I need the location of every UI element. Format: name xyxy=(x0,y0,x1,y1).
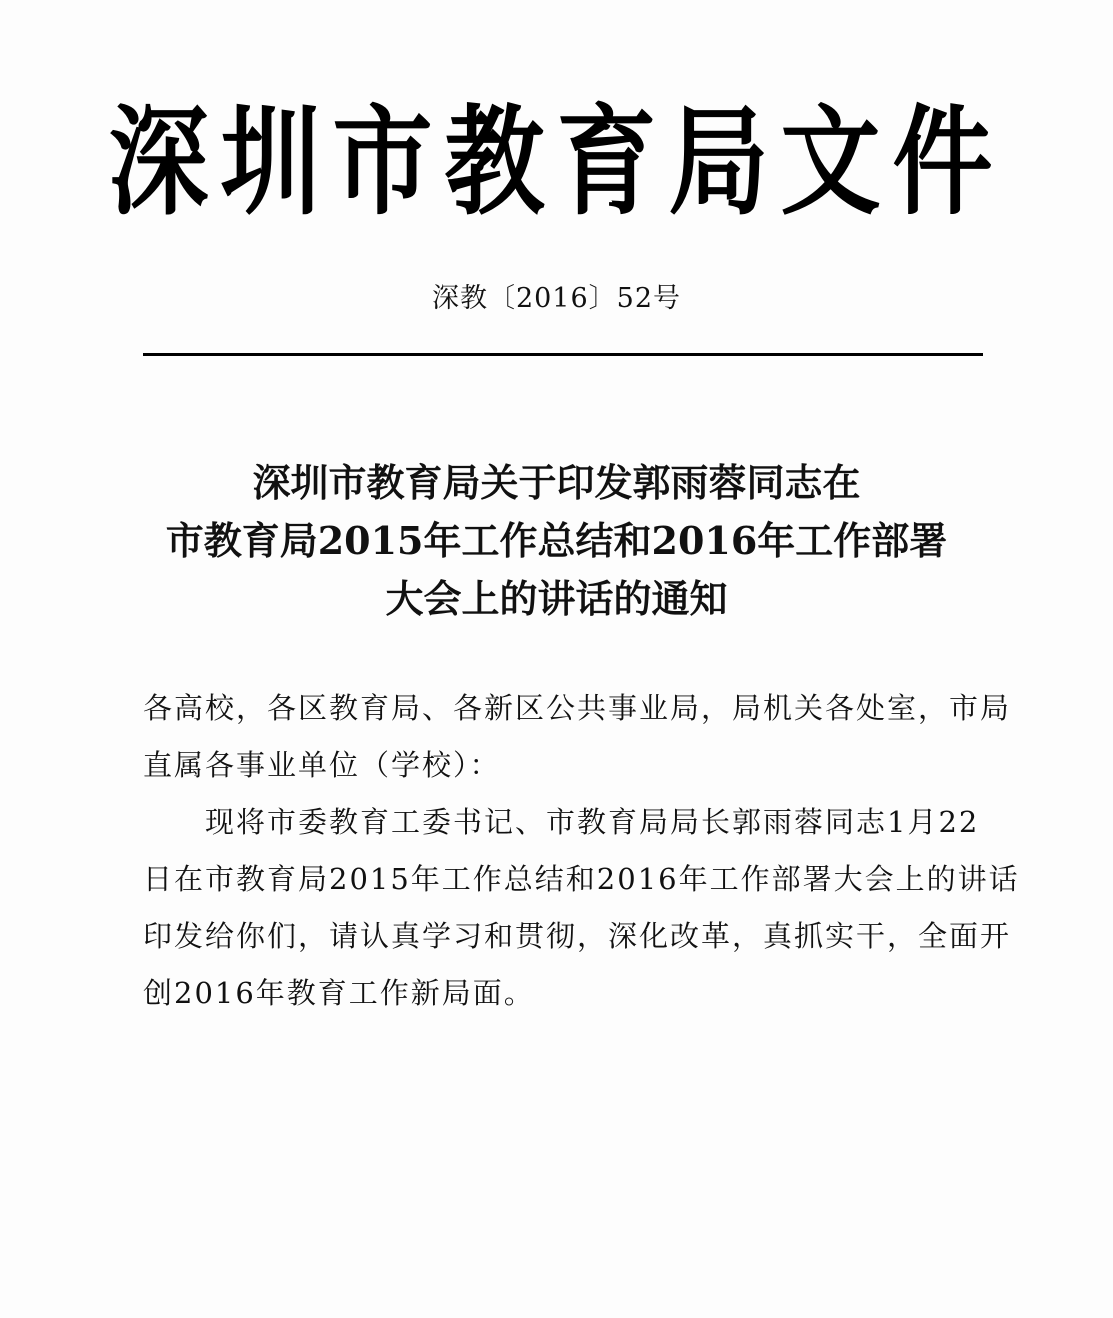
body-paragraph-line: 印发给你们，请认真学习和贯彻，深化改革，真抓实干，全面开 xyxy=(143,919,1012,953)
addressee-line: 各高校，各区教育局、各新区公共事业局，局机关各处室，市局 xyxy=(143,691,1012,725)
body-paragraph-line: 日在市教育局2015年工作总结和2016年工作部署大会上的讲话 xyxy=(143,862,1020,896)
body-paragraph-line: 创2016年教育工作新局面。 xyxy=(143,976,535,1010)
document-body xyxy=(143,680,1020,1022)
header-divider xyxy=(143,353,983,356)
body-paragraph-line: 现将市委教育工委书记、市教育局局长郭雨蓉同志1月22 xyxy=(205,805,980,839)
document-number: 深教〔2016〕52号 xyxy=(431,283,682,314)
title-line: 深圳市教育局关于印发郭雨蓉同志在 xyxy=(252,460,861,505)
document-title xyxy=(0,454,1113,628)
title-line: 市教育局2015年工作总结和2016年工作部署 xyxy=(165,518,948,563)
title-line: 大会上的讲话的通知 xyxy=(385,576,728,621)
issuer-header: 深圳市教育局文件 xyxy=(108,93,1005,232)
addressee-line: 直属各事业单位（学校）： xyxy=(143,748,501,782)
